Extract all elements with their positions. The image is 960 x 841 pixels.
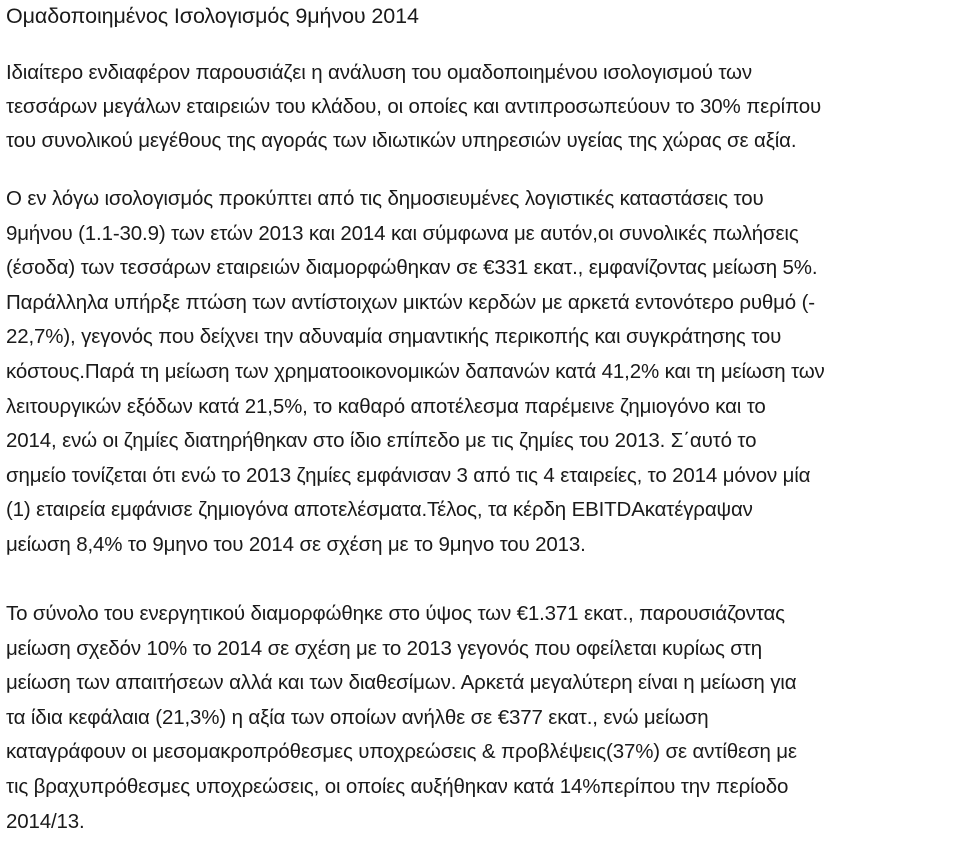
paragraph-intro (6, 56, 954, 158)
text-line: Παράλληλα υπήρξε πτώση των αντίστοιχων μικτών κερδών με αρκετά εντονότερο ρυθμό (- (6, 290, 815, 314)
text-line: τις βραχυπρόθεσμες υποχρεώσεις, οι οποίες αυξήθηκαν κατά 14%περίπου την περίοδο (6, 774, 789, 798)
text-line: (1) εταιρεία εμφάνισε ζημιογόνα αποτελέσματα.Τέλος, τα κέρδη EBITDAκατέγραψαν (6, 498, 753, 522)
text-line: 9μήνου (1.1-30.9) των ετών 2013 και 2014 και σύμφωνα με αυτόν,οι συνολικές πωλήσεις (6, 221, 799, 245)
text-line: κόστους.Παρά τη μείωση των χρηματοοικονομικών δαπανών κατά 41,2% και τη μείωση των (6, 359, 825, 383)
text-line: Το σύνολο του ενεργητικού διαμορφώθηκε στο ύψος των €1.371 εκατ., παρουσιάζοντας (6, 602, 785, 625)
paragraph-results (6, 182, 954, 563)
text-line: 2014, ενώ οι ζημίες διατηρήθηκαν στο ίδιο επίπεδο με τις ζημίες του 2013. Σ΄αυτό το (6, 429, 757, 453)
document-title: Ομαδοποιημένος Ισολογισμός 9μήνου 2014 (6, 4, 419, 28)
text-line: μείωση 8,4% το 9μηνο του 2014 σε σχέση με το 9μηνο του 2013. (6, 532, 586, 556)
text-line: 22,7%), γεγονός που δείχνει την αδυναμία σημαντικής περικοπής και συγκράτησης του (6, 325, 782, 349)
text-line: καταγράφουν οι μεσομακροπρόθεσμες υποχρεώσεις & προβλέψεις(37%) σε αντίθεση με (6, 740, 797, 764)
text-line: λειτουργικών εξόδων κατά 21,5%, το καθαρό αποτέλεσμα παρέμεινε ζημιογόνο και το (6, 394, 766, 418)
text-line: Ιδιαίτερο ενδιαφέρον παρουσιάζει η ανάλυση του ομαδοποιημένου ισολογισμού των (6, 61, 753, 84)
text-line: σημείο τονίζεται ότι ενώ το 2013 ζημίες εμφάνισαν 3 από τις 4 εταιρείες, το 2014 μόνον μία (6, 463, 811, 487)
text-line: μείωση σχεδόν 10% το 2014 σε σχέση με το 2013 γεγονός που οφείλεται κυρίως στη (6, 636, 762, 660)
text-line: (έσοδα) των τεσσάρων εταιρειών διαμορφώθηκαν σε €331 εκατ., εμφανίζοντας μείωση 5%. (6, 256, 818, 280)
text-line: τεσσάρων μεγάλων εταιρειών του κλάδου, οι οποίες και αντιπροσωπεύουν το 30% περίπου (6, 95, 822, 118)
text-line: Ο εν λόγω ισολογισμός προκύπτει από τις δημοσιευμένες λογιστικές καταστάσεις του (6, 187, 764, 210)
text-line: του συνολικού μεγέθους της αγοράς των ιδιωτικών υπηρεσιών υγείας της χώρας σε αξία. (6, 129, 797, 152)
text-line: τα ίδια κεφάλαια (21,3%) η αξία των οποίων ανήλθε σε €377 εκατ., ενώ μείωση (6, 705, 709, 729)
text-line: μείωση των απαιτήσεων αλλά και των διαθεσίμων. Αρκετά μεγαλύτερη είναι η μείωση για (6, 671, 797, 695)
paragraph-balance (6, 597, 954, 839)
text-line: 2014/13. (6, 809, 85, 833)
